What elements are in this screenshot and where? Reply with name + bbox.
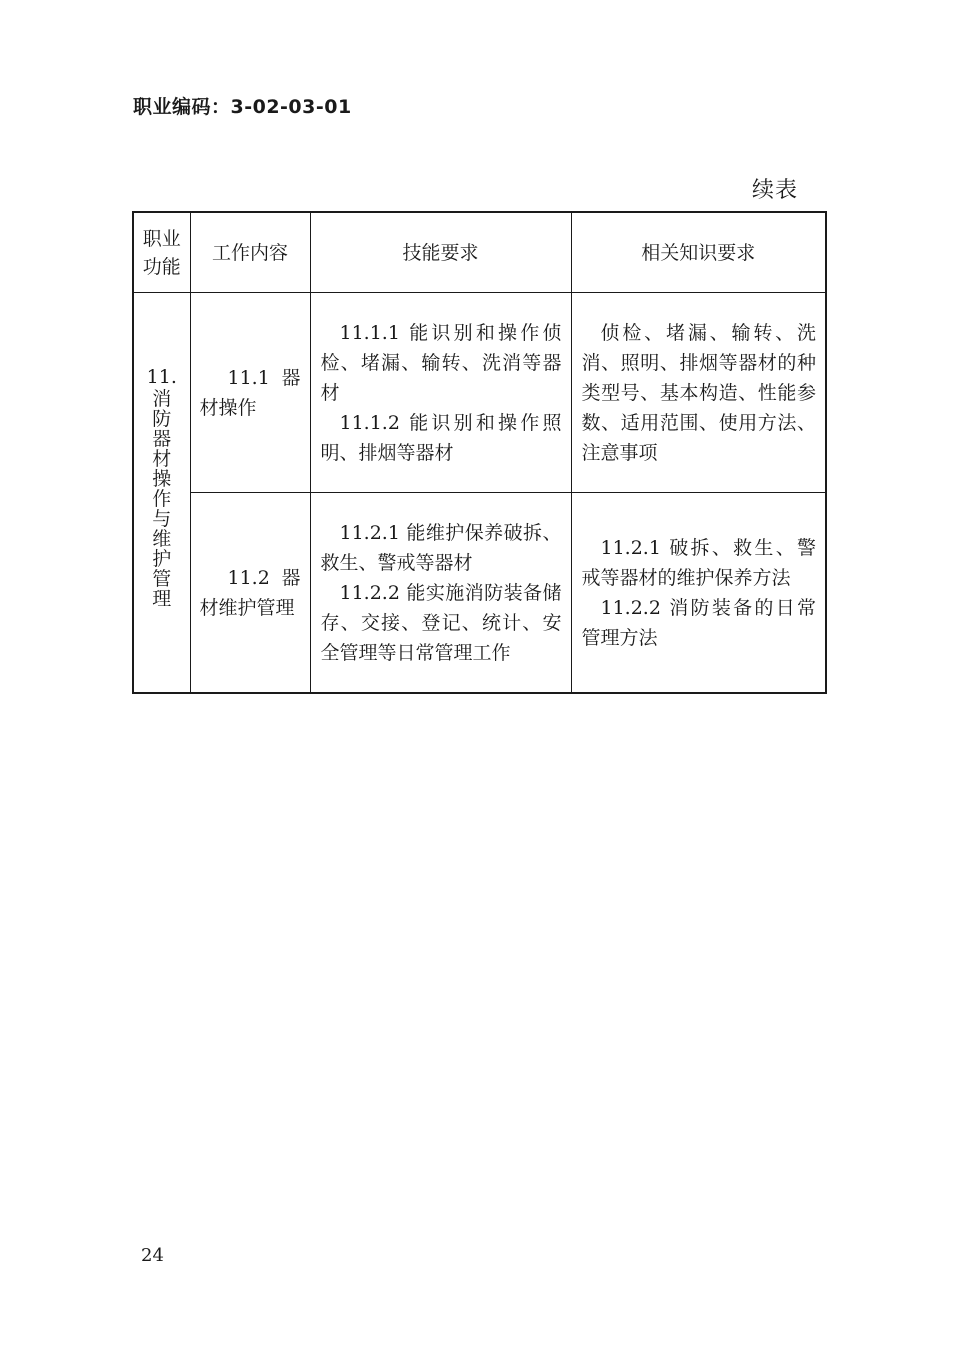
skills-table bbox=[132, 211, 827, 694]
work-content-text: 11.1 器材操作 bbox=[199, 366, 301, 419]
table-header-row bbox=[133, 212, 826, 293]
knowledge-item: 11.2.2 消防装备的日常管理方法 bbox=[581, 596, 816, 649]
header-knowledge: 相关知识要求 bbox=[571, 212, 826, 293]
function-char: 理 bbox=[152, 588, 172, 610]
function-char: 器 bbox=[152, 428, 172, 450]
function-char: 管 bbox=[152, 568, 172, 590]
header-skill: 技能要求 bbox=[310, 212, 571, 293]
work-content-text: 11.2 器材维护管理 bbox=[199, 566, 301, 619]
function-char: 材 bbox=[152, 448, 172, 470]
function-char: 操 bbox=[152, 468, 172, 490]
function-char: 与 bbox=[152, 508, 172, 530]
function-char: 防 bbox=[152, 408, 172, 430]
skill-cell bbox=[310, 493, 571, 694]
table-row bbox=[133, 493, 826, 694]
function-char: 作 bbox=[152, 488, 172, 510]
page-number: 24 bbox=[141, 1245, 164, 1266]
skill-cell bbox=[310, 293, 571, 493]
knowledge-cell bbox=[571, 293, 826, 493]
function-number: 11. bbox=[146, 366, 177, 388]
table-row bbox=[133, 293, 826, 493]
knowledge-cell bbox=[571, 493, 826, 694]
skill-item: 11.1.1 能识别和操作侦检、堵漏、输转、洗消等器材 bbox=[320, 321, 562, 404]
function-char: 维 bbox=[152, 528, 172, 550]
function-char: 护 bbox=[152, 548, 172, 570]
work-content-cell bbox=[190, 293, 310, 493]
knowledge-item: 11.2.1 破拆、救生、警戒等器材的维护保养方法 bbox=[581, 536, 816, 589]
function-char: 消 bbox=[152, 388, 172, 410]
function-cell bbox=[133, 293, 190, 694]
work-content-cell bbox=[190, 493, 310, 694]
knowledge-item: 侦检、堵漏、输转、洗消、照明、排烟等器材的种类型号、基本构造、性能参数、适用范围、使用方法、注意事项 bbox=[581, 321, 816, 464]
occupation-code: 职业编码：3-02-03-01 bbox=[133, 96, 352, 118]
skill-item: 11.1.2 能识别和操作照明、排烟等器材 bbox=[320, 411, 562, 464]
skill-item: 11.2.1 能维护保养破拆、救生、警戒等器材 bbox=[320, 521, 562, 574]
continued-label: 续表 bbox=[752, 178, 799, 203]
header-function: 职业 功能 bbox=[133, 212, 190, 293]
header-work-content: 工作内容 bbox=[190, 212, 310, 293]
skill-item: 11.2.2 能实施消防装备储存、交接、登记、统计、安全管理等日常管理工作 bbox=[320, 581, 562, 664]
